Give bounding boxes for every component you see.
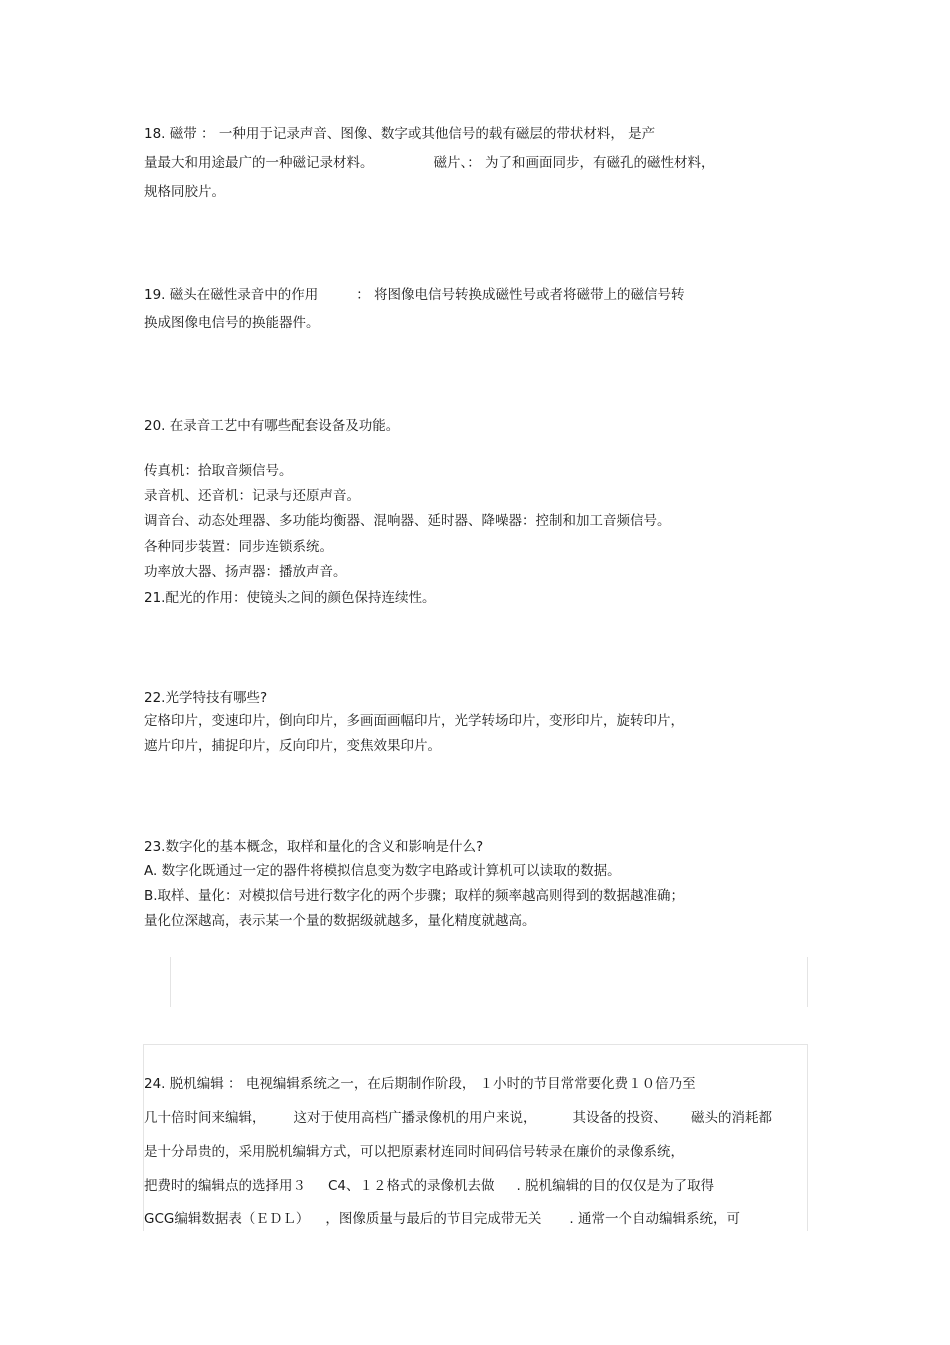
q18-line-2b: 磁片、： 为了和画面同步，有磁孔的磁性材料， (433, 155, 715, 171)
q20-item: 调音台、动态处理器、多功能均衡器、混响器、延时器、降噪器：控制和加工音频信号。 (144, 513, 671, 529)
q24-line-4b: C4、１２格式的录像机去做 (328, 1178, 495, 1194)
q24-line-2b: 这对于使用高档广播录像机的用户来说， (293, 1110, 537, 1126)
q22-line-2: 遮片印片，捕捉印片，反向印片，变焦效果印片。 (144, 738, 441, 754)
q21-line-1: 21.配光的作用：使镜头之间的颜色保持连续性。 (144, 590, 436, 606)
q20-item: 功率放大器、扬声器：播放声音。 (144, 564, 347, 580)
q20-item: 录音机、还音机：记录与还原声音。 (144, 488, 360, 504)
q24-line-2 (144, 1109, 772, 1127)
q24-line-3: 是十分昂贵的，采用脱机编辑方式，可以把原素材连同时间码信号转录在廉价的录像系统， (144, 1144, 684, 1160)
q20-item: 各种同步装置：同步连锁系统。 (144, 539, 333, 555)
q24-line-2d: 磁头的消耗都 (691, 1110, 772, 1126)
q18-line-3: 规格同胶片。 (144, 184, 225, 200)
q23-answer-b: B.取样、量化：对模拟信号进行数字化的两个步骤；取样的频率越高则得到的数据越准确； (144, 888, 685, 904)
q24-line-4 (144, 1177, 714, 1195)
text-frame-border (143, 1044, 808, 1231)
q20-title: 20. 在录音工艺中有哪些配套设备及功能。 (144, 418, 400, 434)
q18-line-2a: 量最大和用途最广的一种磁记录材料。 (144, 155, 374, 171)
q24-line-1: 24. 脱机编辑 ： 电视编辑系统之一，在后期制作阶段， １小时的节目常常要化费１０倍乃至 (144, 1076, 696, 1092)
q24-line-5a: GCG编辑数据表（ＥＤＬ） (144, 1211, 310, 1227)
q19-line-2: 换成图像电信号的换能器件。 (144, 315, 320, 331)
q18-line-1: 18. 磁带 ： 一种用于记录声音、图像、数字或其他信号的载有磁层的带状材料， 是产 (144, 126, 656, 142)
q19-line-1a: 19. 磁头在磁性录音中的作用 (144, 287, 319, 303)
q24-line-5 (144, 1210, 740, 1228)
q18-line-2 (144, 154, 715, 172)
q19-line-1 (144, 286, 685, 304)
q24-line-5b: ，图像质量与最后的节目完成带无关 (325, 1211, 542, 1227)
q24-line-5c: . 通常一个自动编辑系统，可 (569, 1211, 740, 1227)
q24-line-2c: 其设备的投资、 (572, 1110, 667, 1126)
q19-line-1b: ： 将图像电信号转换成磁性号或者将磁带上的磁信号转 (356, 287, 685, 303)
table-frame-lines (170, 957, 808, 1007)
q22-line-1: 定格印片，变速印片，倒向印片，多画面画幅印片，光学转场印片，变形印片，旋转印片， (144, 713, 684, 729)
q20-item: 传真机：拾取音频信号。 (144, 463, 293, 479)
q24-line-4a: 把费时的编辑点的选择用３ (144, 1178, 306, 1194)
q23-title: 23.数字化的基本概念，取样和量化的含义和影响是什么? (144, 839, 484, 855)
q23-answer-a: A. 数字化既通过一定的器件将模拟信息变为数字电路或计算机可以读取的数据。 (144, 863, 621, 879)
q22-title: 22.光学特技有哪些? (144, 690, 268, 706)
q24-line-2a: 几十倍时间来编辑， (144, 1110, 266, 1126)
q23-answer-c: 量化位深越高，表示某一个量的数据级就越多，量化精度就越高。 (144, 913, 536, 929)
q24-line-4c: . 脱机编辑的目的仅仅是为了取得 (516, 1178, 715, 1194)
